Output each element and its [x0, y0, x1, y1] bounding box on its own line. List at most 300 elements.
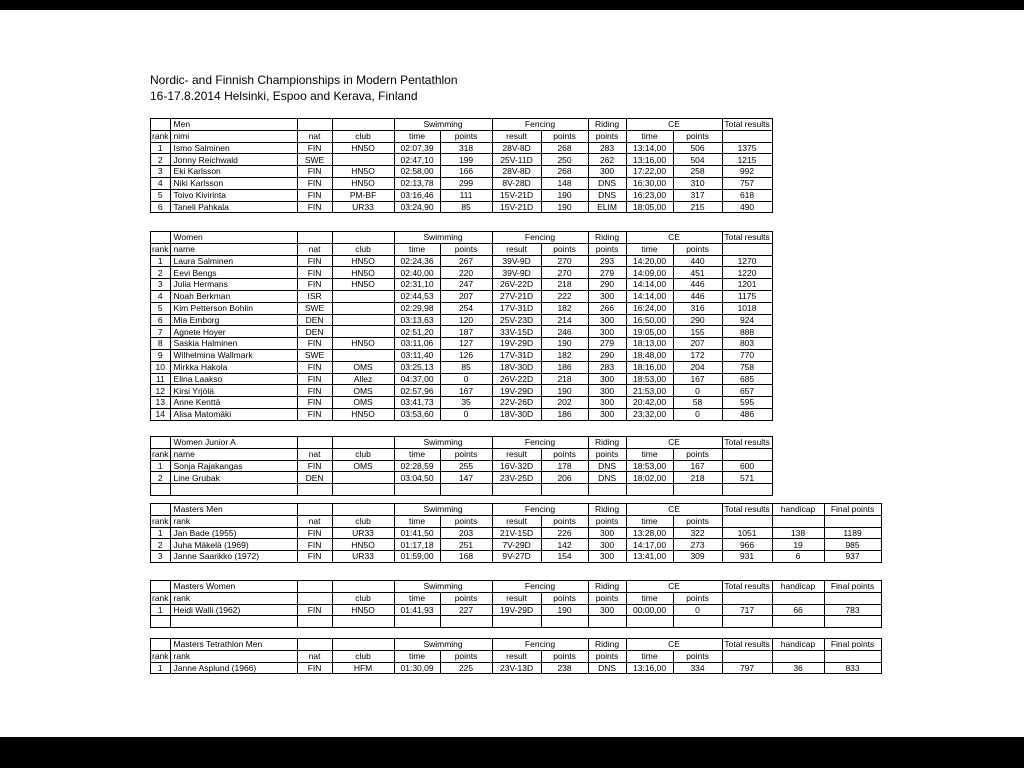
col-fencing-result: 19V-29D	[492, 604, 541, 616]
table-title: Masters Tetrathlon Men	[170, 639, 297, 651]
col-fencing-result	[492, 484, 541, 496]
col-riding-points: 279	[588, 267, 626, 279]
ce-group-header: CE	[626, 504, 722, 516]
col-final: 937	[824, 551, 881, 563]
col-total: 797	[722, 662, 772, 674]
col-nat: FIN	[297, 166, 332, 178]
col-fencing-points: 186	[541, 361, 588, 373]
col-riding-points: 300	[588, 551, 626, 563]
table-group-header-row	[151, 639, 882, 651]
table-group-header-row	[151, 437, 773, 449]
col-ce-points: 446	[673, 279, 722, 291]
col-riding-points: 283	[588, 361, 626, 373]
col-rank: 1	[151, 255, 171, 267]
table-row	[151, 177, 773, 189]
sub-header-swim-points: points	[440, 650, 492, 662]
col-rank: 5	[151, 302, 171, 314]
final-points-header: Final points	[824, 504, 881, 516]
col-fencing-result: 17V-31D	[492, 302, 541, 314]
col-ce-time: 16:30,00	[626, 177, 673, 189]
sub-header-nat: nat	[297, 130, 332, 142]
col-riding-points: DNS	[588, 472, 626, 484]
sub-header-ce-points: points	[673, 650, 722, 662]
col-swim-time: 03:53,60	[394, 408, 440, 420]
col-ce-points: 440	[673, 255, 722, 267]
table-row	[151, 314, 773, 326]
table-row	[151, 349, 773, 361]
col-swim-time: 02:07,39	[394, 142, 440, 154]
page-subtitle: 16-17.8.2014 Helsinki, Espoo and Kerava, Finland	[150, 89, 418, 103]
col-swim-points: 267	[440, 255, 492, 267]
handicap-header: handicap	[772, 639, 824, 651]
col-swim-points: 111	[440, 189, 492, 201]
col-fencing-points: 154	[541, 551, 588, 563]
table-row	[151, 166, 773, 178]
col-riding-points: 300	[588, 166, 626, 178]
table-title: Masters Men	[170, 504, 297, 516]
col-ce-points: 215	[673, 201, 722, 213]
col-ce-time: 13:28,00	[626, 527, 673, 539]
sub-header-fencing-points: points	[541, 448, 588, 460]
col-fencing-result: 25V-11D	[492, 154, 541, 166]
table-row	[151, 472, 773, 484]
col-fencing-points	[541, 484, 588, 496]
sub-header-ce-points: points	[673, 592, 722, 604]
swimming-group-header: Swimming	[394, 581, 492, 593]
col-fencing-result: 18V-30D	[492, 408, 541, 420]
sub-header-swim-points: points	[440, 130, 492, 142]
handicap-header: handicap	[772, 504, 824, 516]
col-swim-time: 04:37,00	[394, 373, 440, 385]
col-ce-points: 273	[673, 539, 722, 551]
col-swim-time: 02:57,96	[394, 385, 440, 397]
col-riding-points: 262	[588, 154, 626, 166]
col-fencing-result: 18V-30D	[492, 361, 541, 373]
col-ce-points: 309	[673, 551, 722, 563]
col-swim-time: 02:40,00	[394, 267, 440, 279]
col-ce-time: 18:13,00	[626, 338, 673, 350]
col-riding-points: DNS	[588, 460, 626, 472]
results-table-women-junior-a	[150, 436, 773, 496]
col-riding-points: 300	[588, 397, 626, 409]
col-club	[332, 349, 394, 361]
col-fencing-result: 25V-23D	[492, 314, 541, 326]
col-total: 992	[722, 166, 772, 178]
sub-header-swim-time: time	[394, 130, 440, 142]
results-table-women	[150, 231, 773, 421]
table-group-header-row	[151, 232, 773, 244]
sub-header-name: rank	[170, 650, 297, 662]
table-title: Women	[170, 232, 297, 244]
swimming-group-header: Swimming	[394, 639, 492, 651]
col-club	[332, 472, 394, 484]
col-ce-time: 18:16,00	[626, 361, 673, 373]
col-total: 803	[722, 338, 772, 350]
col-nat: FIN	[297, 373, 332, 385]
col-riding-points	[588, 616, 626, 628]
col-fencing-points: 142	[541, 539, 588, 551]
col-total: 1201	[722, 279, 772, 291]
col-handicap	[772, 616, 824, 628]
col-total	[722, 616, 772, 628]
riding-group-header: Riding	[588, 639, 626, 651]
table-row	[151, 255, 773, 267]
fencing-group-header: Fencing	[492, 437, 588, 449]
col-nat: FIN	[297, 255, 332, 267]
col-ce-points: 58	[673, 397, 722, 409]
col-nat: DEN	[297, 326, 332, 338]
col-swim-points: 120	[440, 314, 492, 326]
col-rank: 1	[151, 460, 171, 472]
col-nat: DEN	[297, 314, 332, 326]
sub-header-nat: nat	[297, 650, 332, 662]
table-row	[151, 154, 773, 166]
col-total: 1220	[722, 267, 772, 279]
table-title: Women Junior A	[170, 437, 297, 449]
club-group-cell	[332, 639, 394, 651]
col-fencing-result: 23V-13D	[492, 662, 541, 674]
col-ce-time: 14:20,00	[626, 255, 673, 267]
col-swim-time: 02:47,10	[394, 154, 440, 166]
col-total: 924	[722, 314, 772, 326]
col-nat: SWE	[297, 302, 332, 314]
col-ce-points: 504	[673, 154, 722, 166]
col-club: OMS	[332, 397, 394, 409]
col-rank: 6	[151, 314, 171, 326]
final-points-header: Final points	[824, 581, 881, 593]
col-total: 888	[722, 326, 772, 338]
table-row	[151, 326, 773, 338]
col-club	[332, 302, 394, 314]
col-rank: 12	[151, 385, 171, 397]
corner-cell	[151, 437, 171, 449]
ce-group-header: CE	[626, 232, 722, 244]
col-fencing-result: 26V-22D	[492, 373, 541, 385]
sub-header-swim-time: time	[394, 650, 440, 662]
col-riding-points: DNS	[588, 662, 626, 674]
nat-group-cell	[297, 437, 332, 449]
col-riding-points: 300	[588, 385, 626, 397]
col-fencing-points: 218	[541, 373, 588, 385]
col-fencing-points: 190	[541, 189, 588, 201]
col-riding-points: 300	[588, 408, 626, 420]
col-ce-time: 18:02,00	[626, 472, 673, 484]
total-results-header: Total results	[722, 437, 772, 449]
sub-header-club: club	[332, 448, 394, 460]
col-club: HN5O	[332, 166, 394, 178]
col-nat: FIN	[297, 604, 332, 616]
col-swim-points: 167	[440, 385, 492, 397]
col-ce-time: 00:00,00	[626, 604, 673, 616]
col-rank: 3	[151, 551, 171, 563]
col-ce-time: 17:22,00	[626, 166, 673, 178]
col-nat	[297, 616, 332, 628]
col-name: Janne Saarikko (1972)	[170, 551, 297, 563]
ce-group-header: CE	[626, 639, 722, 651]
col-name: Jan Bade (1955)	[170, 527, 297, 539]
corner-cell	[151, 232, 171, 244]
results-table-masters-women	[150, 580, 882, 628]
col-rank: 3	[151, 166, 171, 178]
col-name: Janne Asplund (1966)	[170, 662, 297, 674]
col-ce-time: 13:16,00	[626, 662, 673, 674]
sub-header-rank: rank	[152, 243, 169, 254]
col-total: 571	[722, 472, 772, 484]
table-sub-header-row	[151, 448, 773, 460]
col-ce-time: 18:53,00	[626, 373, 673, 385]
col-name: Wilhelmina Wallmark	[170, 349, 297, 361]
handicap-header: handicap	[772, 581, 824, 593]
col-name: Niki Karlsson	[170, 177, 297, 189]
col-swim-points: 225	[440, 662, 492, 674]
col-total: 618	[722, 189, 772, 201]
col-handicap: 19	[772, 539, 824, 551]
col-ce-points: 172	[673, 349, 722, 361]
col-swim-time: 02:31,10	[394, 279, 440, 291]
nat-group-cell	[297, 119, 332, 131]
sub-header-fencing-result: result	[492, 448, 541, 460]
col-nat: DEN	[297, 472, 332, 484]
col-ce-points: 322	[673, 527, 722, 539]
col-fencing-result: 39V-9D	[492, 255, 541, 267]
col-fencing-result: 23V-25D	[492, 472, 541, 484]
sub-header-ce-time: time	[626, 243, 673, 255]
col-name: Eevi Bengs	[170, 267, 297, 279]
col-fencing-points: 190	[541, 338, 588, 350]
total-results-header: Total results	[722, 639, 772, 651]
col-fencing-points: 206	[541, 472, 588, 484]
sub-header-ce-points: points	[673, 130, 722, 142]
sub-header-final	[824, 592, 881, 604]
table-row	[151, 267, 773, 279]
col-club: Allez	[332, 373, 394, 385]
col-fencing-result: 8V-28D	[492, 177, 541, 189]
col-final: 1189	[824, 527, 881, 539]
col-fencing-points: 190	[541, 201, 588, 213]
col-club: PM-BF	[332, 189, 394, 201]
table-group-header-row	[151, 504, 882, 516]
col-ce-time: 18:05,00	[626, 201, 673, 213]
col-riding-points: 300	[588, 290, 626, 302]
col-total: 490	[722, 201, 772, 213]
sub-header-fencing-points: points	[541, 243, 588, 255]
col-fencing-result: 21V-15D	[492, 527, 541, 539]
col-riding-points: 300	[588, 539, 626, 551]
col-riding-points: 290	[588, 279, 626, 291]
col-fencing-result: 28V-8D	[492, 142, 541, 154]
col-swim-time: 02:28,59	[394, 460, 440, 472]
col-fencing-points: 246	[541, 326, 588, 338]
col-ce-points: 334	[673, 662, 722, 674]
col-nat: SWE	[297, 349, 332, 361]
col-ce-points	[673, 616, 722, 628]
col-club: HN5O	[332, 604, 394, 616]
col-total: 595	[722, 397, 772, 409]
col-club: HN5O	[332, 142, 394, 154]
col-name: Noah Berkman	[170, 290, 297, 302]
sub-header-riding-points: points	[588, 448, 626, 460]
sub-header-name: nimi	[170, 130, 297, 142]
col-nat: FIN	[297, 177, 332, 189]
col-swim-time: 03:11,06	[394, 338, 440, 350]
nat-group-cell	[297, 581, 332, 593]
col-nat: FIN	[297, 662, 332, 674]
sub-header-riding-points: points	[588, 243, 626, 255]
sub-header-ce-time: time	[626, 592, 673, 604]
col-nat: FIN	[297, 460, 332, 472]
riding-group-header: Riding	[588, 581, 626, 593]
col-nat: FIN	[297, 279, 332, 291]
col-rank: 8	[151, 338, 171, 350]
col-rank: 2	[151, 267, 171, 279]
col-club	[332, 616, 394, 628]
col-swim-points: 85	[440, 361, 492, 373]
col-ce-points: 310	[673, 177, 722, 189]
sub-header-handicap	[772, 515, 824, 527]
sub-header-riding-points: points	[588, 650, 626, 662]
col-ce-points: 451	[673, 267, 722, 279]
col-ce-points: 317	[673, 189, 722, 201]
col-swim-points	[440, 616, 492, 628]
sub-header-nat	[297, 592, 332, 604]
sub-header-rank: rank	[152, 650, 169, 661]
sub-header-fencing-result: result	[492, 243, 541, 255]
sub-header-fencing-points: points	[541, 592, 588, 604]
col-rank: 3	[151, 279, 171, 291]
col-ce-time: 16:23,00	[626, 189, 673, 201]
sub-header-final	[824, 515, 881, 527]
col-ce-points: 506	[673, 142, 722, 154]
col-rank: 5	[151, 189, 171, 201]
col-rank: 1	[151, 604, 171, 616]
col-swim-time	[394, 616, 440, 628]
col-name: Kirsi Yrjölä	[170, 385, 297, 397]
sub-header-total	[722, 515, 772, 527]
sub-header-swim-points: points	[440, 448, 492, 460]
col-name: Kim Petterson Bohlin	[170, 302, 297, 314]
col-fencing-points: 238	[541, 662, 588, 674]
col-fencing-result: 16V-32D	[492, 460, 541, 472]
col-rank: 2	[151, 539, 171, 551]
sub-header-ce-points: points	[673, 243, 722, 255]
sub-header-total	[722, 448, 772, 460]
col-total: 1051	[722, 527, 772, 539]
col-club	[332, 314, 394, 326]
sub-header-fencing-result: result	[492, 650, 541, 662]
table-row	[151, 302, 773, 314]
col-fencing-result: 9V-27D	[492, 551, 541, 563]
col-fencing-points: 268	[541, 142, 588, 154]
sub-header-name: name	[170, 243, 297, 255]
club-group-cell	[332, 119, 394, 131]
col-name: Heidi Walli (1962)	[170, 604, 297, 616]
col-fencing-points: 182	[541, 349, 588, 361]
col-riding-points: 300	[588, 326, 626, 338]
col-rank: 9	[151, 349, 171, 361]
col-swim-time: 02:51,20	[394, 326, 440, 338]
table-row	[151, 460, 773, 472]
col-riding-points: 300	[588, 314, 626, 326]
sub-header-fencing-points: points	[541, 515, 588, 527]
col-name: Ismo Salminen	[170, 142, 297, 154]
col-total: 1375	[722, 142, 772, 154]
sub-header-fencing-result: result	[492, 130, 541, 142]
col-nat: FIN	[297, 338, 332, 350]
col-club: OMS	[332, 460, 394, 472]
sub-header-fencing-points: points	[541, 650, 588, 662]
col-name: Agnete Hoyer	[170, 326, 297, 338]
sub-header-swim-points: points	[440, 515, 492, 527]
col-fencing-points: 268	[541, 166, 588, 178]
riding-group-header: Riding	[588, 437, 626, 449]
total-results-header: Total results	[722, 232, 772, 244]
col-riding-points: 300	[588, 527, 626, 539]
col-fencing-result: 22V-26D	[492, 397, 541, 409]
col-rank: 14	[151, 408, 171, 420]
col-ce-points	[673, 484, 722, 496]
fencing-group-header: Fencing	[492, 232, 588, 244]
col-ce-time: 16:24,00	[626, 302, 673, 314]
sub-header-ce-time: time	[626, 515, 673, 527]
club-group-cell	[332, 232, 394, 244]
col-swim-points: 168	[440, 551, 492, 563]
sub-header-total	[722, 650, 772, 662]
col-name: Line Grubak	[170, 472, 297, 484]
col-fencing-result: 7V-29D	[492, 539, 541, 551]
final-points-header: Final points	[824, 639, 881, 651]
table-group-header-row	[151, 119, 773, 131]
sub-header-rank: rank	[152, 515, 169, 526]
col-fencing-points: 186	[541, 408, 588, 420]
col-fencing-result: 17V-31D	[492, 349, 541, 361]
col-nat: FIN	[297, 397, 332, 409]
col-swim-time: 01:41,50	[394, 527, 440, 539]
col-name: Mia Emborg	[170, 314, 297, 326]
col-swim-points: 220	[440, 267, 492, 279]
col-final: 833	[824, 662, 881, 674]
col-rank: 13	[151, 397, 171, 409]
sub-header-rank: rank	[152, 592, 169, 603]
col-swim-time: 03:25,13	[394, 361, 440, 373]
col-total: 770	[722, 349, 772, 361]
col-rank: 1	[151, 527, 171, 539]
results-table-masters-men	[150, 503, 882, 563]
col-riding-points: 293	[588, 255, 626, 267]
col-swim-time: 01:30,09	[394, 662, 440, 674]
col-fencing-points: 182	[541, 302, 588, 314]
col-ce-points: 0	[673, 604, 722, 616]
col-club	[332, 154, 394, 166]
col-name: Anne Kenttä	[170, 397, 297, 409]
col-ce-time: 14:14,00	[626, 290, 673, 302]
table-sub-header-row	[151, 592, 882, 604]
col-rank: 1	[151, 142, 171, 154]
club-group-cell	[332, 504, 394, 516]
col-swim-time: 03:24,90	[394, 201, 440, 213]
col-club: HN5O	[332, 255, 394, 267]
col-riding-points: ELIM	[588, 201, 626, 213]
col-swim-points	[440, 484, 492, 496]
col-swim-points: 0	[440, 408, 492, 420]
col-swim-time: 03:41,73	[394, 397, 440, 409]
sub-header-swim-time: time	[394, 243, 440, 255]
table-row	[151, 408, 773, 420]
ce-group-header: CE	[626, 119, 722, 131]
col-club: UR33	[332, 527, 394, 539]
sub-header-ce-time: time	[626, 650, 673, 662]
riding-group-header: Riding	[588, 119, 626, 131]
col-ce-points: 446	[673, 290, 722, 302]
